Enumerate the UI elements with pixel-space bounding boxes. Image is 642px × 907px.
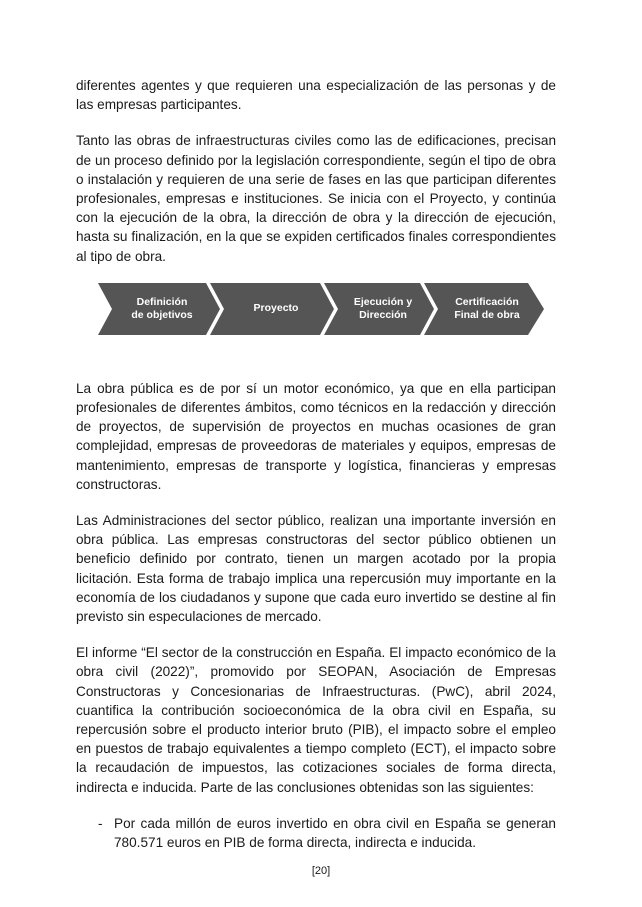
paragraph-4: Las Administraciones del sector público, realizan una importante inversión en obra pública. Las empresas constructoras del sector público obtienen un beneficio definido por contrato, tienen un margen acotado por la propia licitación. Esta forma de trabajo implica una repercusión muy importante en la economía de los ciudadanos y supone que cada euro invertido se destine al fin previsto sin especulaciones de mercado. <box>76 513 556 625</box>
paragraph-2: Tanto las obras de infraestructuras civiles como las de edificaciones, precisan de un proceso definido por la legislación correspondiente, según el tipo de obra o instalación y requieren de una serie de fases en las que participan diferentes profesionales, empresas e instituciones. Se inicia con el Proyecto, y continúa con la ejecución de la obra, la dirección de obra y la dirección de ejecución, hasta su finalización, en la que se expiden certificados finales correspondientes al tipo de obra. <box>76 133 556 264</box>
bullet-dash: - <box>98 815 103 831</box>
paragraph-3: La obra pública es de por sí un motor económico, ya que en ella participan profesionales de diferentes ámbitos, como técnicos en la redacción y dirección de proyectos, de supervisión de proyectos en muchas ocasiones de gran complejidad, empresas de proveedoras de materiales y equipos, empresas de mantenimiento, empresas de transporte y logística, financieras y empresas constructoras. <box>76 380 556 492</box>
process-step-definicion: Definición de objetivos <box>131 295 193 321</box>
bullet-text: Por cada millón de euros invertido en obra civil en España se generan 780.571 euros en PIB de forma directa, indirecta e inducida. <box>114 815 556 851</box>
process-step-proyecto: Proyecto <box>253 302 299 315</box>
process-step-certificacion: Certificación Final de obra <box>454 295 520 321</box>
process-step-ejecucion: Ejecución y Dirección <box>353 295 413 321</box>
paragraph-5: El informe “El sector de la construcción en España. El impacto económico de la obra civil (2022)”, promovido por SEOPAN, Asociación de Empresas Constructoras y Concesionarias de Infraestructuras. (PwC), abril 2024, cuantifica la contribución socioeconómica de la obra civil en España, su repercusión sobre el producto interior bruto (PIB), el impacto sobre el empleo en puestos de trabajo equivalentes a tiempo completo (ECT), el impacto sobre la recaudación de impuestos, las cotizaciones sociales de forma directa, indirecta e inducida. Parte de las conclusiones obtenidas son las siguientes: <box>76 645 556 795</box>
paragraph-1: diferentes agentes y que requieren una especialización de las personas y de las empresas participantes. <box>76 78 556 113</box>
list-item <box>98 814 556 852</box>
document-body <box>76 76 556 852</box>
process-diagram <box>98 283 544 335</box>
page-number: [20] <box>311 865 331 877</box>
